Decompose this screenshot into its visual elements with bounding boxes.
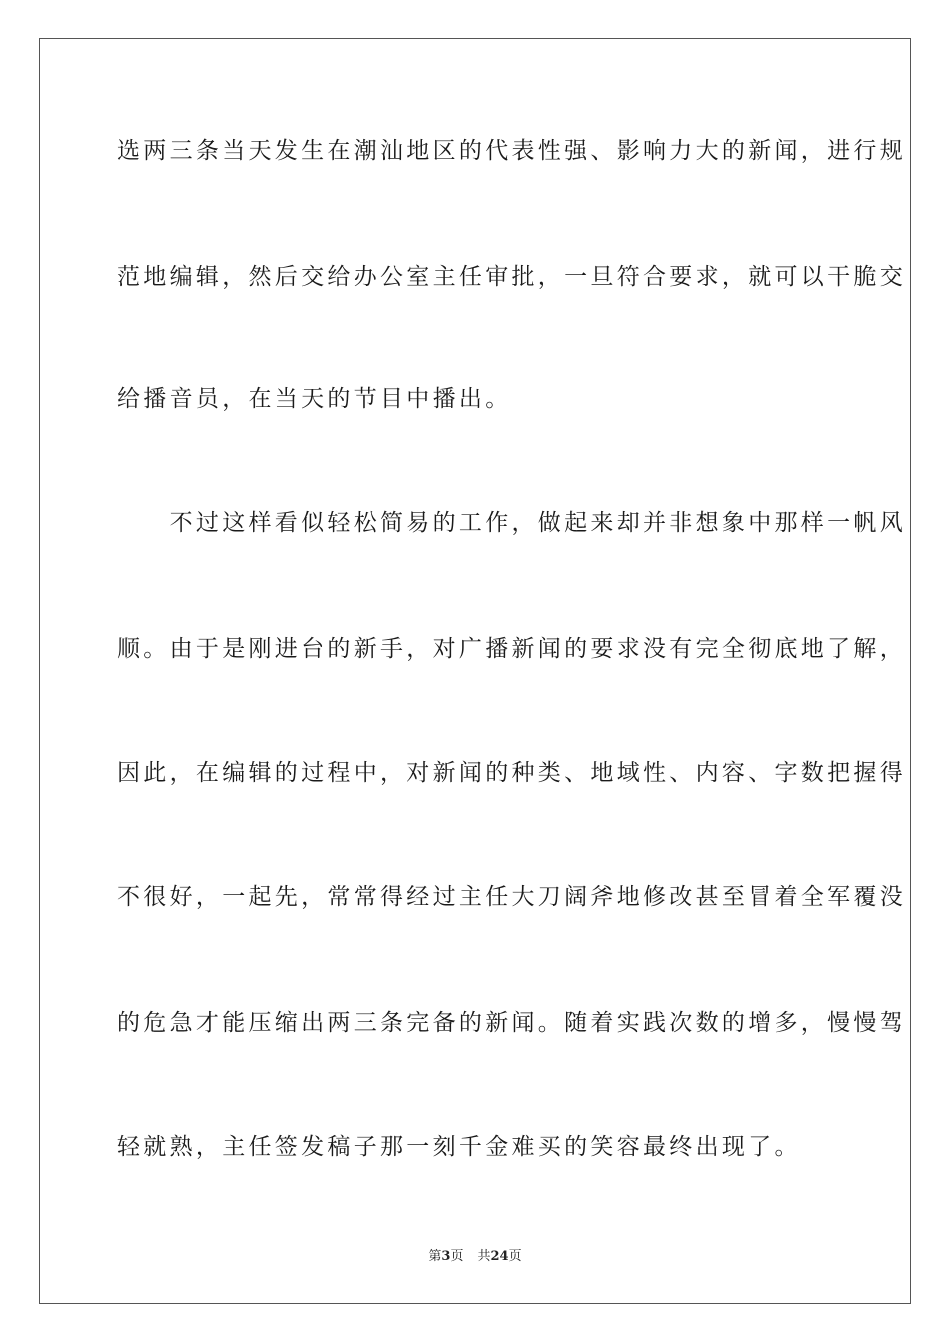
page-suffix: 页 [450, 1249, 464, 1264]
page-number: 3 [441, 1249, 451, 1264]
body-text-line-6: 因此，在编辑的过程中，对新闻的种类、地域性、内容、字数把握得 [117, 760, 906, 786]
body-text-line-2: 范地编辑，然后交给办公室主任审批，一旦符合要求，就可以干脆交 [117, 264, 906, 290]
total-suffix: 页 [508, 1249, 522, 1264]
page-footer [0, 1248, 950, 1266]
body-text-line-8: 的危急才能压缩出两三条完备的新闻。随着实践次数的增多，慢慢驾 [117, 1010, 906, 1036]
total-prefix: 共 [477, 1249, 491, 1264]
body-text-line-7: 不很好，一起先，常常得经过主任大刀阔斧地修改甚至冒着全军覆没 [117, 884, 906, 910]
body-text-line-4: 不过这样看似轻松简易的工作，做起来却并非想象中那样一帆风 [117, 510, 906, 536]
body-text-line-3: 给播音员，在当天的节目中播出。 [117, 386, 512, 412]
body-text-line-1: 选两三条当天发生在潮汕地区的代表性强、影响力大的新闻，进行规 [117, 138, 906, 164]
body-text-line-9: 轻就熟，主任签发稿子那一刻千金难买的笑容最终出现了。 [117, 1134, 801, 1160]
page-prefix: 第 [428, 1249, 442, 1264]
total-pages: 24 [490, 1249, 509, 1264]
page-frame [39, 38, 911, 1304]
body-text-line-5: 顺。由于是刚进台的新手，对广播新闻的要求没有完全彻底地了解， [117, 636, 906, 662]
